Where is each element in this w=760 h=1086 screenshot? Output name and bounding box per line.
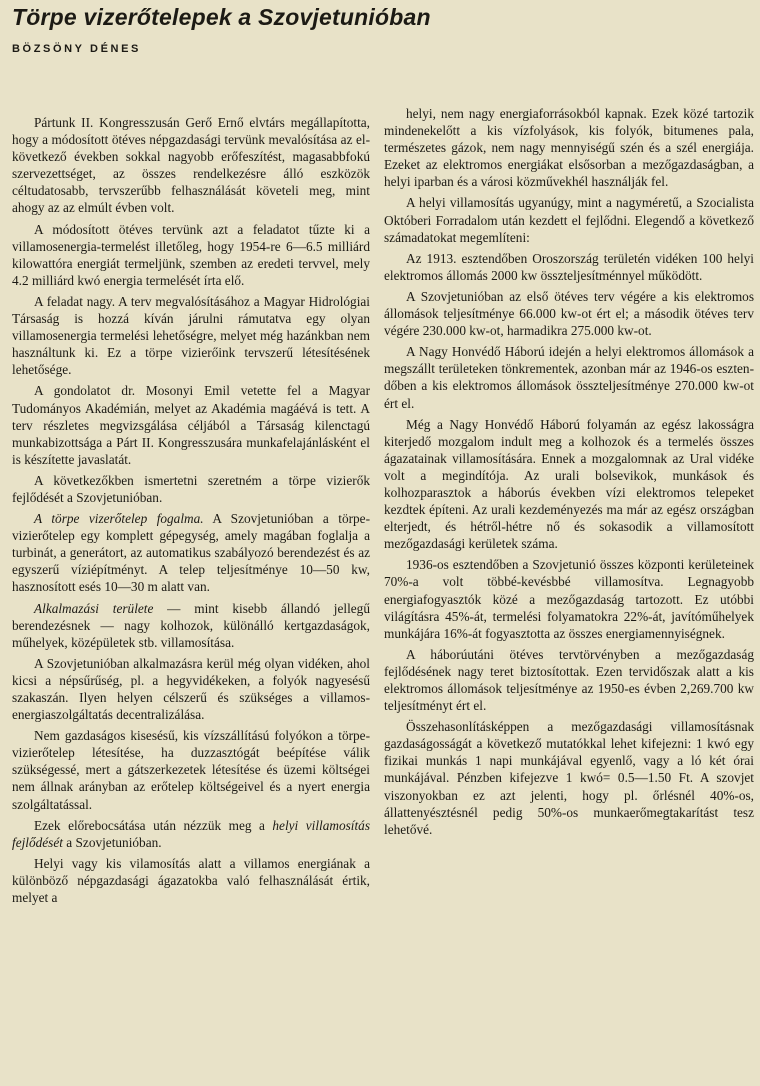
article-author: BÖZSÖNY DÉNES	[12, 43, 141, 55]
paragraph	[12, 727, 370, 812]
paragraph	[12, 600, 370, 651]
paragraph	[384, 194, 754, 245]
paragraph-text: A Szovjetunióban alkalmazásra kerül még olyan vidéken, ahol kicsi a népsűrűség, pl. a hegyvidékeken, a folyók nagyesésű szakaszán. Ilyen helyen célszerű és szükséges a villamosenergiaszolgáltatás decentralizálása.	[12, 655, 370, 723]
paragraph	[12, 221, 370, 289]
right-column	[384, 105, 754, 842]
paragraph-text: A Nagy Honvédő Háború idején a helyi elektromos állomások a megszállt területeken tönkrementek, azonban már az 1946-os esztendőben a kis elektromos állomások összteljesítménye 270.000 kw-ot ért el.	[384, 344, 754, 411]
paragraph	[12, 855, 370, 906]
paragraph	[384, 288, 754, 339]
paragraph	[12, 472, 370, 506]
paragraph-text: Ezek előrebocsátása után nézzük meg a	[34, 817, 273, 833]
paragraph	[384, 646, 754, 714]
paragraph-text: Helyi vagy kis vilamosítás alatt a villamos energiának a különböző népgazdasági ágazatokba való felhasználását értik, melyet a	[12, 855, 370, 906]
paragraph-text: A háborúutáni ötéves tervtörvényben a mezőgazdaság fejlődésének nagy teret biztosítottak. Ezen tervidőszak alatt a kis elektromos állomások teljesítménye az 1950-es évben 2,269.700 kw teljesítményt ért el.	[384, 646, 754, 714]
paragraph-text: A helyi villamosítás ugyanúgy, mint a nagyméretű, a Szocialista Októberi Forradalom után kezdett el fejlődni. Elegendő a következő számadatokat megemlíteni:	[384, 195, 754, 245]
paragraph	[12, 655, 370, 723]
paragraph-lead: A törpe vizerőtelep fogalma.	[34, 511, 204, 527]
paragraph-text: A Szovjetunióban az első ötéves terv végére a kis elektromos állomások teljesítménye 66.000 kw-ot ért el; a második ötéves terv végére 230.000 kw-ot, harmadikra 275.000 kw-ot.	[384, 288, 754, 339]
paragraph-text: A gondolatot dr. Mosonyi Emil vetette fel a Magyar Tudományos Akadémián, melyet az Akadémia magáévá is tett. A terv részletes megvizsgálása céljából a Társaság kilenctagú munkabizottsága a Párt II. Kongresszusára munkafelajánlásként el is készítette javaslatát.	[12, 383, 370, 467]
paragraph	[384, 343, 754, 411]
paragraph-text: A következőkben ismertetni szeretném a törpe vizierők fejlődését a Szovjetunióban.	[12, 472, 370, 505]
paragraph-text: A feladat nagy. A terv megvalósításához a Magyar Hidrológiai Társaság is hozzá kíván járulni rámutatva egy olyan villamosenergia termelési lehetőségre, melyet még hazánkban nem használtunk ki. Ez a törpe vizierőink tervszerű létesítésének lehetősége.	[12, 293, 370, 378]
paragraph	[12, 510, 370, 595]
paragraph-text: A módosított ötéves tervünk azt a feladatot tűzte ki a villamosenergia-termelést illetőleg, hogy 1954-re 6—6.5 milliárd kilowattóra energiát termeljünk, szemben az eredeti tervvel, mely 4.2 milliárd kwó energia termelését írta elő.	[12, 221, 370, 288]
paragraph	[384, 556, 754, 641]
paragraph	[12, 817, 370, 851]
article-title: Törpe vizerőtelepek a Szovjetunióban	[12, 4, 431, 30]
paragraph-text: Nem gazdaságos kisesésű, kis vízszállítású folyókon a törpe-vizierőtelep létesítése, ha duzzasztógát beépítése válik szükségessé, mert a gátszerkezetek létesítése és üzemi költségei nem állnak arányban az erőtelep költségeivel és a nyert energia szolgáltatással.	[12, 728, 370, 812]
paragraph-emphasis: helyi villamosítás fejlődését	[12, 817, 370, 850]
paragraph	[384, 416, 754, 553]
paragraph-text: Összehasonlításképpen a mezőgazdasági villamosításnak gazdaságosságát a következő mutatókkal lehet kifejezni: 1 kwó egy fizikai munkás 1 napi munkájával egyenlő, vagy a ló két órai munkájával. Pénzben kifejezve 1 kwó= 0.5—1.50 Ft. A szovjet viszonyokban ez azt jelenti, hogy pl. őrlésnél 40%-os, állattenyésztésnél pedig 50%-os munkaerőmegtakarítást tesz lehetővé.	[384, 719, 754, 837]
paragraph-text: Még a Nagy Honvédő Háború folyamán az egész lakosságra kiterjedő mozgalom indult meg a kolhozok és a termelés összes ágazatainak villamosítására. Ennek a mozgalomnak az Ural vidéke volt a megindítója. Az urali bolsevikok, munkások és kolhozparasztok a háborús években vízi elektromos telepeket kezdtek építeni. Az urali kezdeményezés ma már az egész országban elterjedt, és hétről-hétre nő és sokasodik a villamosított mezőgazdasági kerületek száma.	[384, 416, 754, 552]
left-column	[12, 114, 370, 910]
paragraph	[12, 382, 370, 467]
paragraph-text: Az 1913. esztendőben Oroszország területén vidéken 100 helyi elektromos állomás 2000 kw összteljesítménnyel működött.	[384, 250, 754, 283]
paragraph-text: Pártunk II. Kongresszusán Gerő Ernő elvtárs megállapította, hogy a módosított ötéves népgazdasági tervünk mevalósítása az elkövetkező években sokkal nagyobb erőfeszítést, magasabbfokú szervezettséget, az összes rendelkezésre álló eszközök céltudatosabb, tervszerűbb felhasználását követeli meg, mint ahogy az az elmúlt évben volt.	[12, 115, 370, 216]
paragraph-text: — mint kisebb állandó jellegű berendezésnek — nagy kolhozok, különálló kertgazdaságok, műhelyek, középületek stb. villamosítása.	[12, 600, 370, 650]
paragraph-tail: a Szovjetunióban.	[62, 834, 162, 850]
paragraph	[12, 293, 370, 378]
paragraph-text: helyi, nem nagy energiaforrásokból kapnak. Ezek közé tartozik mindenekelőtt a kis vízfolyások, kis folyók, bitumenes pala, természetes gázok, nem nagy mennyiségű szén és a szél energiája. Ezeket az elektromos energiákat elsősorban a mezőgazdaságban, a helyi iparban és a városi közművekhél használják fel.	[384, 106, 754, 190]
paragraph	[12, 114, 370, 217]
paragraph	[384, 250, 754, 284]
paragraph	[384, 718, 754, 838]
paragraph-text: 1936-os esztendőben a Szovjetunió összes központi kerületeinek 70%-a volt többé-kevésbbé villamosítva. Legnagyobb energiafogyasztók közé a mezőgazdaság tartozott. Ez utóbbi világításra 45%-át, termelési folyamatokra 22%-át, javítóműhelyek munkájára 16%-át fogyasztotta az összes energiamennyiségnek.	[384, 557, 754, 641]
paragraph-lead: Alkalmazási területe	[34, 600, 154, 616]
paragraph	[384, 105, 754, 190]
paragraph-text: A Szovjetunióban a törpe-vizierőtelep egy komplett gépegység, amely magában foglalja a turbinát, a generátort, az automatikus szabályozó berendezést és az egyszerű víziépítményt. A telep teljesítménye 10—50 kw, hasznosított esés 10—30 m alatt van.	[12, 511, 370, 595]
